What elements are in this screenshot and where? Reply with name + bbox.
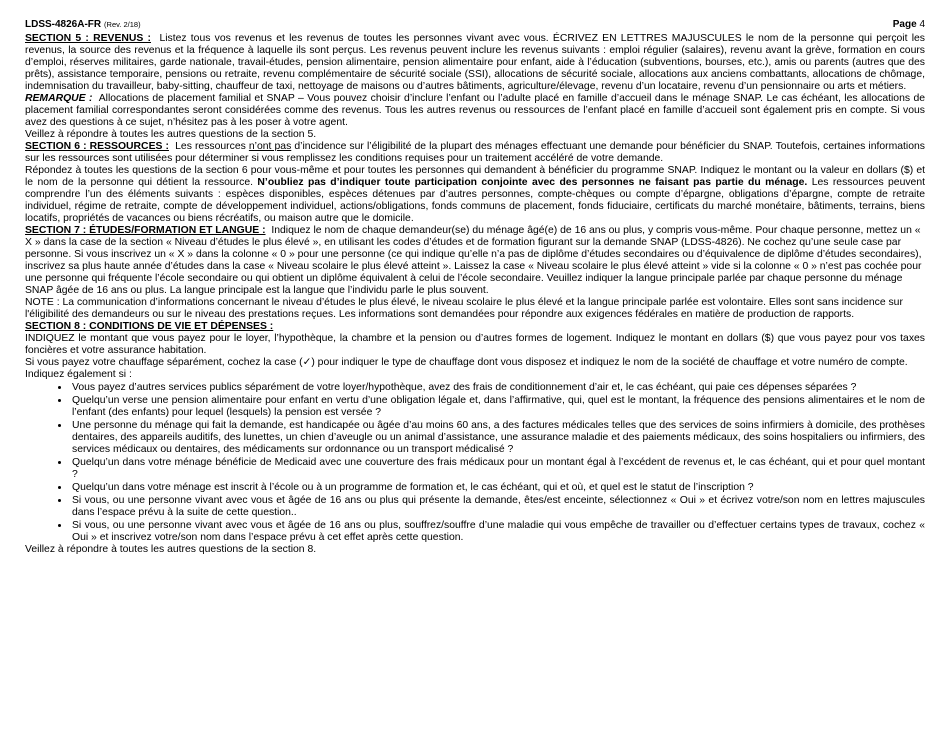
section7-text: Indiquez le nom de chaque demandeur(se) du ménage âgé(e) de 16 ans ou plus, y compris vous-même. Pour chaque personne, mettez un « X » dans la case de la section « Niveau d’études le plus élevé », en utilisant les codes d’études et de formation figurant sur la demande SNAP (LDSS-4826). Ne cochez qu’une seule case par personne. Si vous inscrivez un « X » dans la colonne « 0 » pour une personne (ce qui indique qu’elle n’a pas de diplôme d’études secondaires ou d’équivalence de diplôme d’études secondaires), inscrivez sa plus haute année d’études dans la case « Niveau scolaire le plus élevé atteint ». Laissez la case « Niveau scolaire le plus élevé atteint » vide si la colonne « 0 » n’est pas cochée pour une personne qui fréquente l’école secondaire ou qui obtient un diplôme équivalent à celui de l’école secondaire. Veuillez indiquer la langue principale parlée par chaque personne du ménage SNAP âgée de 16 ans ou plus. La langue principale est la langue que l’individu parle le plus souvent. bbox=[25, 225, 922, 296]
section7-paragraph bbox=[25, 225, 925, 297]
section8-heading: SECTION 8 : CONDITIONS DE VIE ET DÉPENSES : bbox=[25, 321, 274, 332]
list-item: • Une personne du ménage qui fait la demande, est handicapée ou âgée d’au moins 60 ans, a des factures médicales telles que des services de soins infirmiers à domicile, des prothèses dentaires, des appareils auditifs, des lunettes, un chien d’aveugle ou un animal d’assistance, une assurance maladie et des paiements médicaux, des soins hospitaliers ou infirmiers, des services médicaux ou dentaires, des médicaments sur ordonnance ou un transport médicalisé ? bbox=[70, 419, 925, 456]
section5-heading: SECTION 5 : REVENUS : bbox=[25, 33, 151, 44]
list-item: • Vous payez d’autres services publics séparément de votre loyer/hypothèque, avez des frais de conditionnement d’air et, le cas échéant, qui paie ces dépenses séparées ? bbox=[70, 381, 925, 394]
list-item: • Quelqu’un dans votre ménage est inscrit à l’école ou à un programme de formation et, le cas échéant, qui et où, et quel est le statut de l’inscription ? bbox=[70, 481, 925, 494]
section6-para2-b: Les ressources peuvent comprendre l’un des éléments suivants : espèces disponibles, espèces détenues par d’autres personnes, compte-chèques ou compte d’épargne, obligations d’épargne, compte de retraite individuel, régime de retraite, compte de développement individuel, actions/obligations, fonds communs de placement, fonds fiduciaire, certificats du marché monétaire, bâtiments, terrains, biens locatifs, propriétés de vacances ou biens récréatifs, ou maison autre que le domicile. bbox=[25, 177, 926, 224]
section6-para2-a: Répondez à toutes les questions de la section 6 pour vous-même et pour toutes les personnes qui demandent à bénéficier du programme SNAP. Indiquez le montant ou la valeur en dollars ($) et le nom de la personne qui détient la ressource. bbox=[25, 165, 925, 188]
section6-text-b: d’incidence sur l’éligibilité de la plupart des ménages effectuant une demande pour bénéficier du SNAP. Toutefois, certaines informations sur les ressources sont utilisées pour déterminer si vous remplissez les conditions requises pour un traitement accéléré de votre demande. bbox=[25, 141, 925, 164]
form-identifier bbox=[25, 19, 141, 31]
section6-para2-bold: N’oubliez pas d’indiquer toute participation conjointe avec des personnes ne faisant pas partie du ménage. bbox=[257, 177, 808, 188]
section8-para2: Si vous payez votre chauffage séparément, cochez la case (✓) pour indiquer le type de chauffage dont vous disposez et indiquez le nom de la société de chauffage et votre numéro de compte. bbox=[25, 357, 908, 368]
page-header bbox=[25, 19, 925, 33]
section6-underlined: n’ont pas bbox=[248, 141, 292, 152]
section5-paragraph bbox=[25, 33, 925, 93]
section8-bullet-list bbox=[25, 381, 925, 544]
section6-paragraph-2 bbox=[25, 165, 925, 225]
section6-text-a: Les ressources bbox=[175, 141, 246, 152]
section6-heading: SECTION 6 : RESSOURCES : bbox=[25, 141, 169, 152]
section8-heading-line bbox=[25, 321, 925, 333]
remark-label: REMARQUE : bbox=[25, 93, 93, 104]
section5-text: Listez tous vos revenus et les revenus de toutes les personnes vivant avec vous. ÉCRIVEZ EN LETTRES MAJUSCULES le nom de la personne qui perçoit les revenus, la source des revenus et la fréquence à laquelle ils sont perçus. Les revenus peuvent inclure les revenus suivants : emploi régulier (salaires), revenu avant la grève, formation en cours d’emploi, réserves militaires, garde nationale, travail-études, pension alimentaire, pension alimentaire pour enfant, aide à l’éducation (subventions, bourses, etc.), amis ou parents (autres que des prêts), assistance temporaire, pensions ou retraite, revenu complémentaire de sécurité sociale (SSI), allocations de sécurité sociale, allocations aux anciens combattants, allocations de chômage, indemnisation du travailleur, baby-sitting, chauffeur de taxi, nettoyage de maisons ou d’autres bâtiments, agriculture/élevage, revenu d’un locataire, revenu d’un pensionnaire ou arts et métiers. bbox=[25, 33, 925, 92]
section6-paragraph bbox=[25, 141, 925, 165]
section7-note: NOTE : La communication d’informations concernant le niveau d’études le plus élevé, le niveau scolaire le plus élevé et la langue principale parlée est volontaire. Elles sont sans incidence sur l'éligibilité des demandeurs ou sur le niveau des prestations reçues. Les informations sont demandées pour répondre aux exigences fédérales en matière de production de rapports. bbox=[25, 297, 903, 320]
page-label: Page bbox=[892, 19, 917, 30]
section8-para1: INDIQUEZ le montant que vous payez pour le loyer, l’hypothèque, la chambre et la pension ou d’autres formes de logement. Indiquez le montant en dollars ($) que vous payez pour vos taxes foncières et votre assurance habitation. bbox=[25, 333, 925, 356]
section5-remark bbox=[25, 93, 925, 129]
section7-heading: SECTION 7 : ÉTUDES/FORMATION ET LANGUE : bbox=[25, 225, 266, 236]
list-item: • Si vous, ou une personne vivant avec vous et âgée de 16 ans ou plus, souffrez/souffre d’une maladie qui vous empêche de travailler ou d’effectuer certains types de travaux, cochez « Oui » et inscrivez votre/son nom dans l’espace prévu à cet effet après cette question. bbox=[70, 519, 925, 544]
section8-intro: Indiquez également si : bbox=[25, 369, 132, 380]
section5-closing: Veillez à répondre à toutes les autres questions de la section 5. bbox=[25, 129, 317, 140]
list-item: • Quelqu’un dans votre ménage bénéficie de Medicaid avec une couverture des frais médicaux pour un montant égal à l’excédent de revenus et, le cas échéant, qui et pour quel montant ? bbox=[70, 456, 925, 481]
remark-text: Allocations de placement familial et SNAP – Vous pouvez choisir d’inclure l’enfant ou l’adulte placé en famille d’accueil dans le ménage SNAP. Le cas échéant, les allocations de placement familial correspondantes seront considérées comme des revenus. Tous les autres revenus ou ressources de l’enfant placé en famille d’accueil sont également pris en compte. Si vous avez des questions à ce sujet, n’hésitez pas à les poser à votre agent. bbox=[25, 93, 926, 128]
form-revision: (Rev. 2/18) bbox=[104, 20, 141, 29]
page-number bbox=[893, 19, 925, 31]
list-item: • Si vous, ou une personne vivant avec vous et âgée de 16 ans ou plus qui présente la demande, êtes/est enceinte, sélectionnez « Oui » et écrivez votre/son nom en lettres majuscules dans l’espace prévu à la suite de cette question.. bbox=[70, 494, 925, 519]
section8-closing: Veillez à répondre à toutes les autres questions de la section 8. bbox=[25, 544, 317, 555]
list-item: • Quelqu’un verse une pension alimentaire pour enfant en vertu d’une obligation légale et, dans l’affirmative, qui, quel est le montant, la fréquence des pensions alimentaires et le nom de l’enfant (des enfants) pour lequel (lesquels) la pension est versée ? bbox=[70, 394, 925, 419]
form-id: LDSS-4826A-FR bbox=[25, 19, 102, 30]
page-number-value: 4 bbox=[919, 19, 925, 30]
